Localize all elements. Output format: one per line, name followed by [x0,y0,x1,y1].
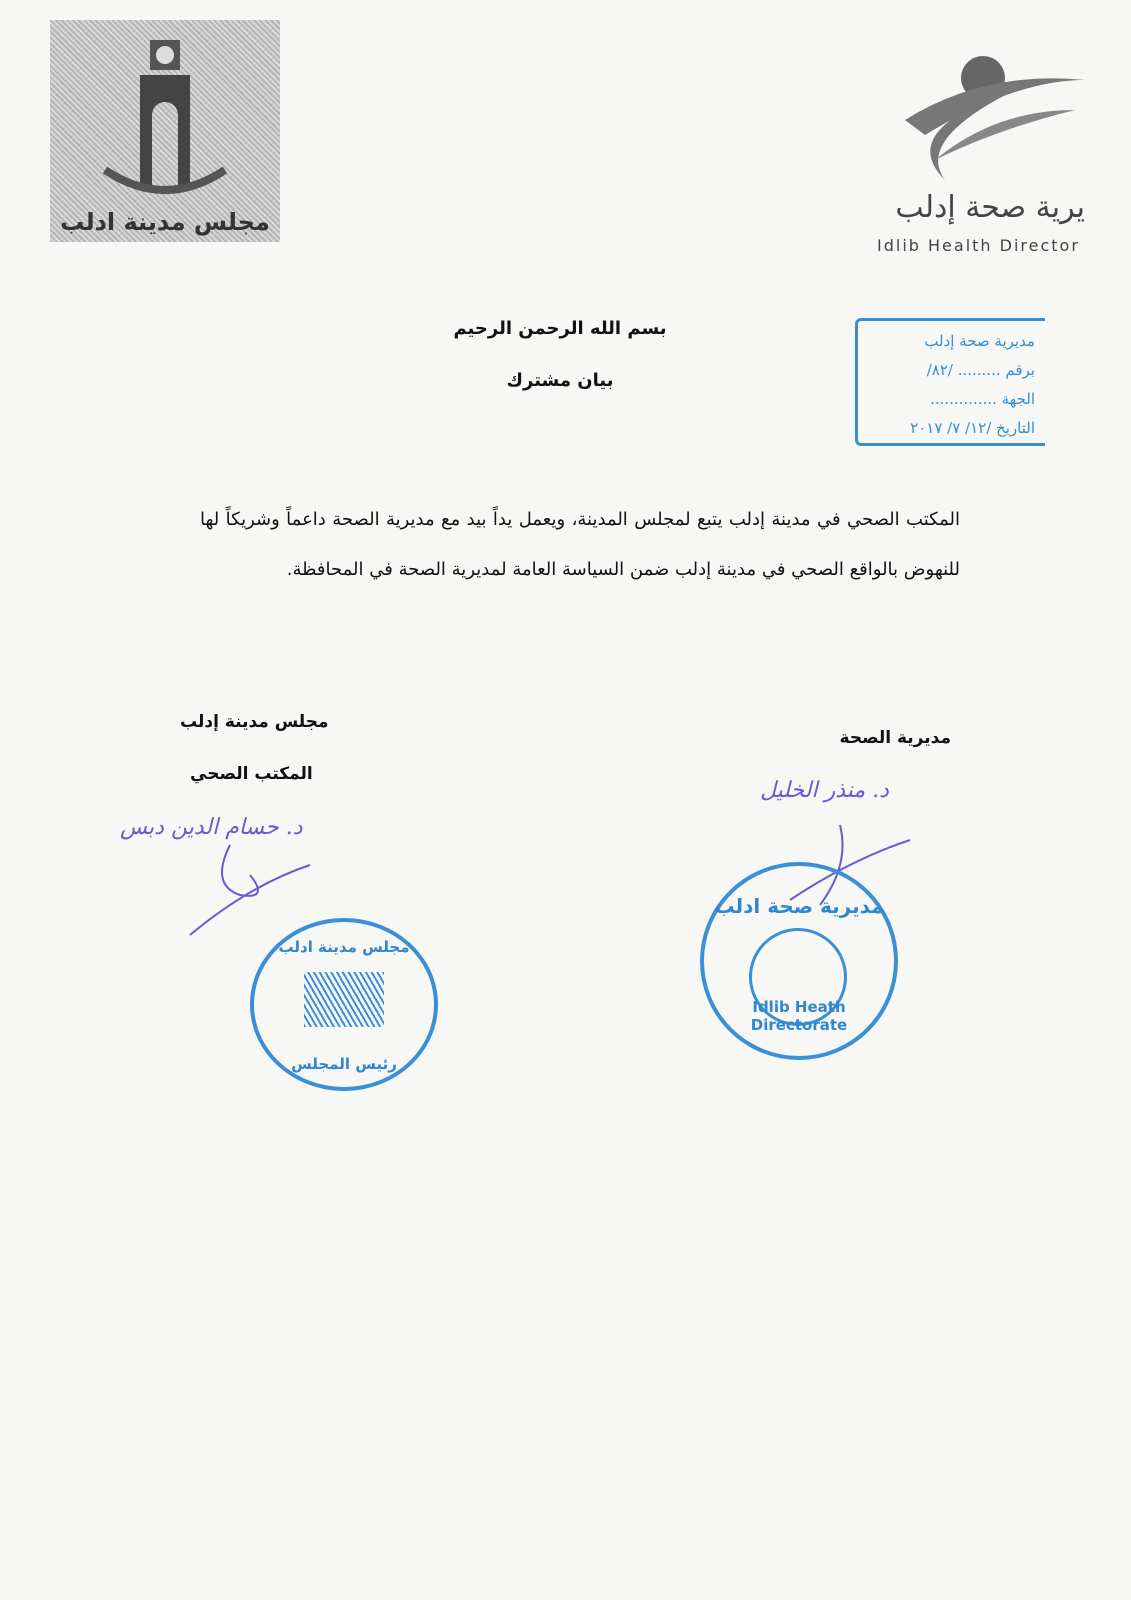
city-council-seal [250,918,438,1091]
ref-number: برقم ......... /٨٢/ [926,361,1035,379]
seal-english: Idlib Heath Directorate [750,998,848,1034]
document-body: المكتب الصحي في مدينة إدلب يتبع لمجلس المدينة، ويعمل يداً بيد مع مديرية الصحة داعماً وشريكاً لها للنهوض بالواقع الصحي في مدينة إدلب ضمن السياسة العامة لمديرية الصحة في المحافظة. [200,509,960,580]
basmala: بسم الله الرحمن الرحيم [453,318,667,339]
logo-caption: مجلس مدينة ادلب [60,208,270,236]
left-signature: د. حسام الدين دبس [120,815,303,840]
ref-party: الجهة .............. [930,390,1035,408]
seal-arabic: مجلس مدينة ادلب [278,938,410,956]
health-directorate-logo [865,50,1095,265]
ref-date: التاريخ /١٢/ ٧/ ٢٠١٧ [910,419,1035,437]
document-title: بيان مشترك [506,370,614,391]
signature-stroke [180,840,320,940]
right-signature: د. منذر الخليل [760,778,889,803]
city-council-logo [50,20,280,242]
right-signatory-org: مديرية الصحة [839,728,951,748]
health-directorate-seal [700,862,898,1060]
left-signatory-org: مجلس مدينة إدلب [180,712,329,732]
health-figure-icon [865,50,1095,190]
logo-english: Idlib Health Director [877,236,1080,255]
ref-org: مديرية صحة إدلب [924,332,1035,350]
left-signatory-office: المكتب الصحي [190,764,313,784]
seal-arabic: مديرية صحة ادلب [714,894,884,918]
seal-bottom-text: رئيس المجلس [291,1055,397,1073]
clock-tower-icon [50,20,280,200]
reference-stamp [855,318,1045,446]
logo-arabic: يرية صحة إدلب [895,190,1085,225]
